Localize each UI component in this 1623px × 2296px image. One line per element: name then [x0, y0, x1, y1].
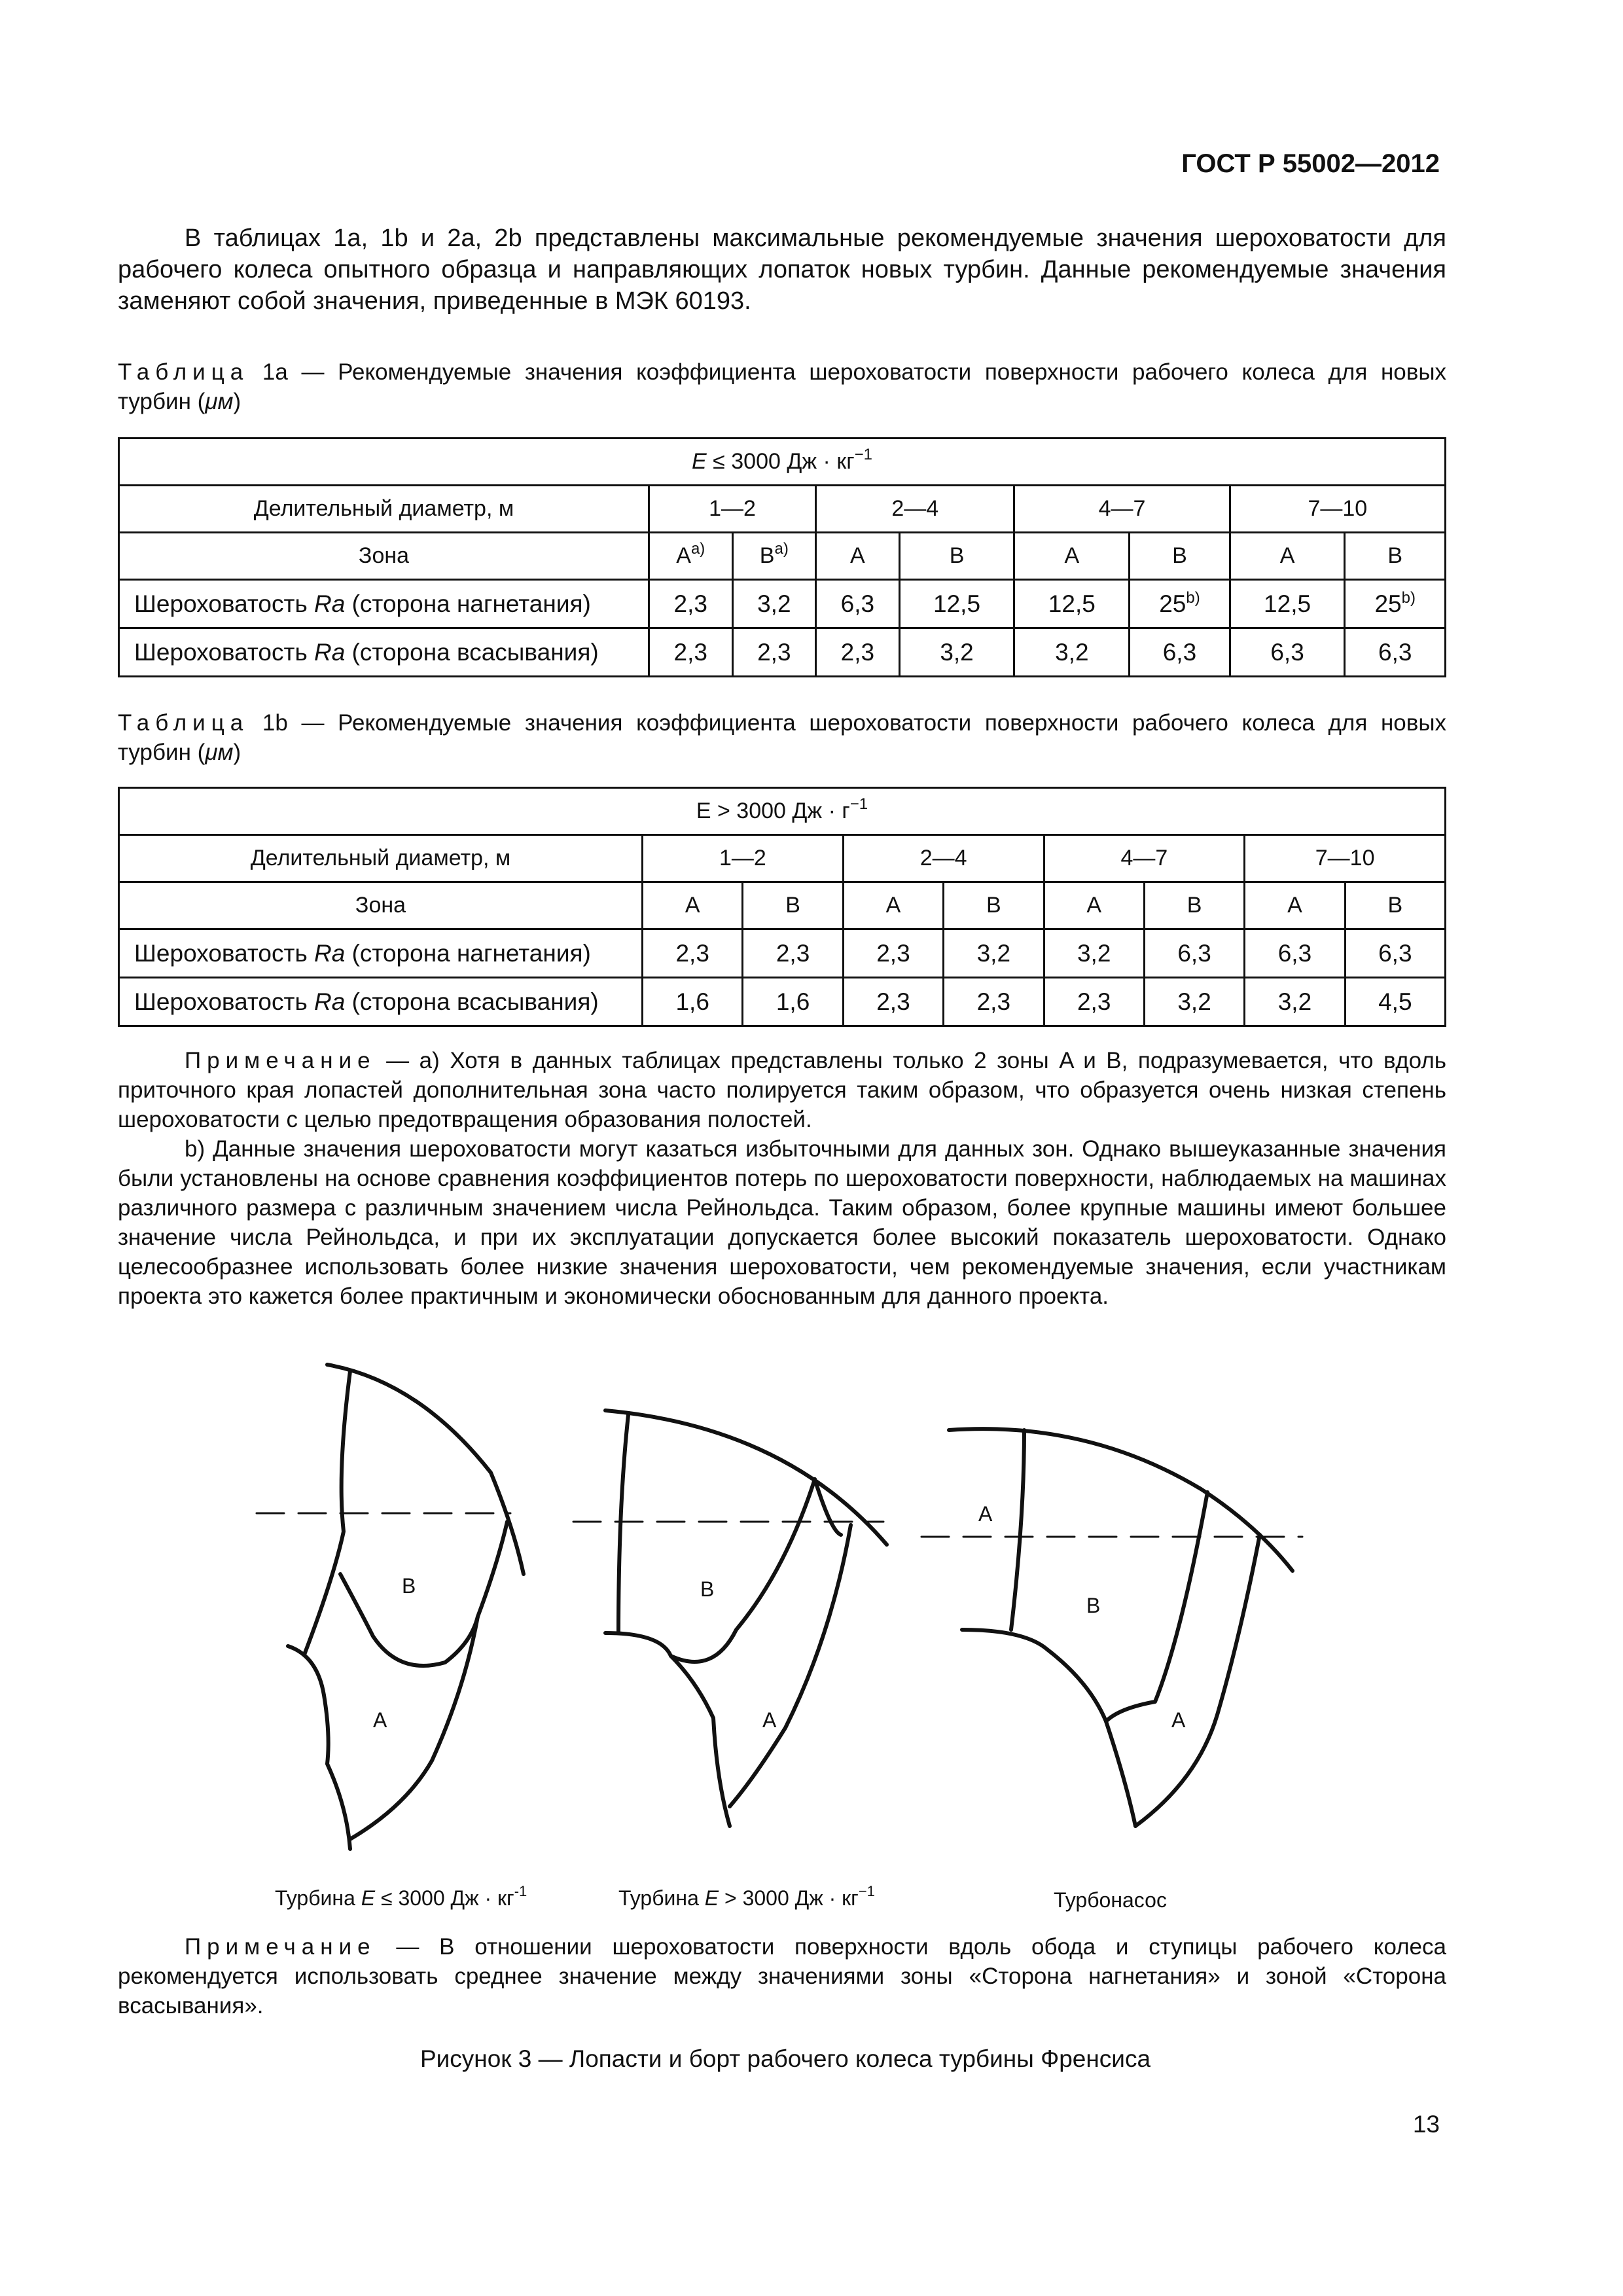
document-id: ГОСТ Р 55002—2012 — [1181, 149, 1440, 178]
energy-exp: −1 — [854, 446, 872, 463]
table1a-caption-text: 1а — Рекомендуемые значения коэффициента шероховатости поверхности рабочего колеса для новых турбин ( — [118, 359, 1446, 414]
value-cell: 2,3 — [944, 978, 1044, 1026]
note2-text: — В отношении шероховатости поверхности вдоль обода и ступицы рабочего колеса рекомендуется использовать среднее значение между значениями зоны «Сторона нагнетания» и зоной «Сторона всасывания». — [118, 1934, 1446, 2018]
table-row — [119, 929, 1446, 978]
zone-label-b: B — [1086, 1594, 1101, 1617]
diameter-cell: 1—2 — [643, 835, 844, 882]
zone-cell: A — [1014, 533, 1130, 580]
footnote-mark: а) — [690, 540, 705, 558]
value-cell: 2,3 — [843, 929, 943, 978]
value-cell: 3,2 — [1014, 628, 1130, 677]
table1a-caption-end: ) — [233, 389, 241, 414]
value-cell: 3,2 — [1144, 978, 1244, 1026]
diameter-cell: 1—2 — [649, 486, 816, 533]
blade-diagram-2 — [605, 1410, 887, 1826]
figure-caption-turbine-1: Турбина E ≤ 3000 Дж · $кг^{-1}$ — [275, 1883, 527, 1910]
figure-caption-turbine-2: Турбина E > 3000 Дж · $кг^{-1}$ — [618, 1883, 875, 1910]
diameter-cell: 4—7 — [1014, 486, 1230, 533]
zone-label-a: A — [762, 1708, 777, 1732]
value-cell: 2,3 — [843, 978, 943, 1026]
footnote-mark: b) — [1186, 588, 1200, 607]
diameter-cell: 7—10 — [1230, 486, 1445, 533]
footnote-mark: b) — [1401, 588, 1416, 607]
zone-cell: $A^{а)}$ — [649, 533, 733, 580]
diameter-label: Делительный диаметр, м — [119, 486, 649, 533]
table1b-label: Таблица — [118, 710, 249, 736]
table1a-unit: μм — [205, 389, 234, 414]
value-cell: 2,3 — [643, 929, 743, 978]
energy-symbol: E — [692, 449, 707, 474]
table-row — [119, 580, 1446, 628]
value-cell: 6,3 — [1345, 628, 1446, 677]
value-cell: 6,3 — [1230, 628, 1345, 677]
diameter-cell: 7—10 — [1245, 835, 1446, 882]
value-cell: 6,3 — [1345, 929, 1445, 978]
value-cell: 2,3 — [816, 628, 900, 677]
note1-label: Примечание — [185, 1048, 376, 1073]
diameter-cell: 2—4 — [816, 486, 1014, 533]
value-cell: 6,3 — [816, 580, 900, 628]
blade-diagram-1 — [288, 1365, 524, 1849]
zone-cell: $B^{а)}$ — [732, 533, 816, 580]
value-cell: 25$^{b)}$ — [1130, 580, 1230, 628]
energy-exp: −1 — [849, 795, 868, 813]
figure-caption-pump: Турбонасос — [1054, 1888, 1167, 1912]
value-cell: 2,3 — [649, 580, 733, 628]
table-1b — [118, 787, 1446, 1027]
row-label: Шероховатость Ra (сторона нагнетания) — [119, 929, 643, 978]
zone-label-a: A — [1171, 1708, 1186, 1732]
energy-text: ≤ 3000 Дж · кг — [706, 449, 855, 474]
value-cell: 1,6 — [643, 978, 743, 1026]
page-number: 13 — [1412, 2111, 1440, 2138]
figure-title: Рисунок 3 — Лопасти и борт рабочего колеса турбины Френсиса — [419, 2045, 1151, 2072]
value-cell: 3,2 — [899, 628, 1014, 677]
value-cell: 6,3 — [1144, 929, 1244, 978]
table1b-energy-header — [119, 788, 1446, 835]
table1b-caption-end: ) — [233, 740, 241, 765]
value-cell: 3,2 — [944, 929, 1044, 978]
table1b-unit: μм — [205, 740, 234, 765]
zone-cell: B — [1345, 533, 1446, 580]
table1b-caption — [118, 708, 1446, 767]
value-cell: 1,6 — [743, 978, 843, 1026]
intro-paragraph: В таблицах 1а, 1b и 2а, 2b представлены максимальные рекомендуемые значения шероховатости для рабочего колеса опытного образца и направляющих лопаток новых турбин. Данные рекомендуемые значения заменяют собой значения, приведенные в МЭК 60193. — [118, 224, 1446, 315]
zone-label: Зона — [119, 882, 643, 929]
zone-cell: B — [1345, 882, 1445, 929]
zone-label-b: B — [402, 1574, 416, 1598]
table1a-caption — [118, 357, 1446, 416]
zone-cell: A — [1245, 882, 1345, 929]
table1a-energy-header — [119, 439, 1446, 486]
zone-label-b: B — [700, 1577, 715, 1601]
value-cell: 3,2 — [1245, 978, 1345, 1026]
value-cell: 2,3 — [1044, 978, 1144, 1026]
note1-b: b) Данные значения шероховатости могут казаться избыточными для данных зон. Однако вышеуказанные значения были установлены на основе сравнения коэффициентов потерь по шероховатости поверхности, наблюдаемых на машинах различного размера с различным значением числа Рейнольдса. Таким образом, более крупные машины имеют большее значение числа Рейнольдса, и при их эксплуатации допускается более высокий показатель шероховатости. Однако целесообразнее использовать более низкие значения шероховатости, чем рекомендуемые значения, если участникам проекта это кажется более практичным и экономически обоснованным для данного проекта. — [118, 1136, 1446, 1309]
energy-text: E > 3000 Дж · г — [696, 798, 850, 823]
zone-cell: A — [643, 882, 743, 929]
row-label: Шероховатость Ra (сторона нагнетания) — [119, 580, 649, 628]
value-cell: 2,3 — [732, 628, 816, 677]
value-cell: 4,5 — [1345, 978, 1445, 1026]
value-cell: 3,2 — [1044, 929, 1144, 978]
diameter-label: Делительный диаметр, м — [119, 835, 643, 882]
note2-label: Примечание — [185, 1934, 376, 1960]
zone-cell: B — [899, 533, 1014, 580]
value-cell: 6,3 — [1245, 929, 1345, 978]
zone-cell: B — [944, 882, 1044, 929]
table1a-label: Таблица — [118, 359, 249, 385]
zone-label: Зона — [119, 533, 649, 580]
zone-label-a: A — [978, 1502, 993, 1526]
zone-cell: A — [1230, 533, 1345, 580]
note1-a: — a) Хотя в данных таблицах представлены только 2 зоны A и B, подразумевается, что вдоль приточного края лопастей дополнительная зона часто полируется таким образом, что образуется очень низкая степень шероховатости с целью предотвращения образования полостей. — [118, 1048, 1446, 1132]
value-cell: 2,3 — [743, 929, 843, 978]
value-cell: 3,2 — [732, 580, 816, 628]
zone-cell: B — [1130, 533, 1230, 580]
reference-lines — [257, 1513, 1302, 1537]
value-cell: 6,3 — [1130, 628, 1230, 677]
blade-diagram-3 — [949, 1429, 1293, 1826]
diameter-cell: 2—4 — [843, 835, 1044, 882]
table-row — [119, 628, 1446, 677]
value-cell: 2,3 — [649, 628, 733, 677]
table1b-caption-text: 1b — Рекомендуемые значения коэффициента шероховатости поверхности рабочего колеса для новых турбин ( — [118, 710, 1446, 765]
table-row — [119, 978, 1446, 1026]
table-1a — [118, 437, 1446, 677]
zone-label-a: A — [373, 1708, 387, 1732]
row-label: Шероховатость Ra (сторона всасывания) — [119, 978, 643, 1026]
zone-cell: B — [1144, 882, 1244, 929]
zone-cell: A — [816, 533, 900, 580]
value-cell: 12,5 — [1014, 580, 1130, 628]
row-label: Шероховатость Ra (сторона всасывания) — [119, 628, 649, 677]
zone-cell: A — [843, 882, 943, 929]
zone-cell: B — [743, 882, 843, 929]
value-cell: 12,5 — [899, 580, 1014, 628]
note-1 — [118, 1046, 1446, 1311]
note-2 — [118, 1932, 1446, 2020]
zone-cell: A — [1044, 882, 1144, 929]
value-cell: 25$^{b)}$ — [1345, 580, 1446, 628]
value-cell: 12,5 — [1230, 580, 1345, 628]
footnote-mark: а) — [774, 540, 789, 558]
diameter-cell: 4—7 — [1044, 835, 1245, 882]
